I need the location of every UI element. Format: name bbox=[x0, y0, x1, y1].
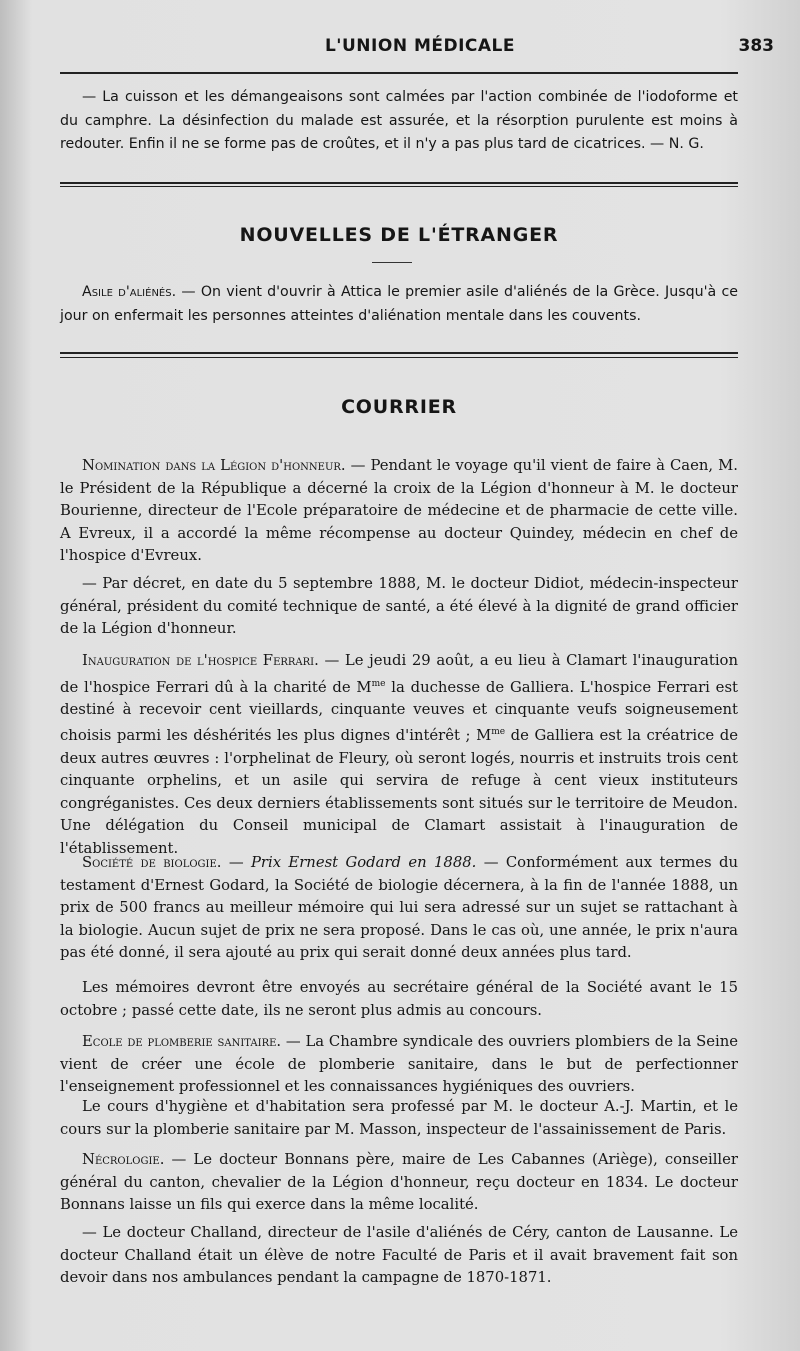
sup-inauguration-2: me bbox=[491, 727, 506, 738]
page-number: 383 bbox=[738, 36, 774, 56]
page-header bbox=[60, 36, 780, 66]
intro-paragraph: — La cuisson et les démangeaisons sont calmées par l'action combinée de l'iodoforme et du camphre. La désinfection du malade est assurée, et la résorption purulente est moins à redouter. Enfin il ne se forme pas de croûtes, et il n'y a pas plus tard de cicatrices. — N. G. bbox=[60, 89, 738, 152]
text-plomberie: — La Chambre syndicale des ouvriers plombiers de la Seine vient de créer une école de plomberie sanitaire, dans le but de perfectionner l'enseignement professionnel et les connaissances hygiéniques des ouvriers. bbox=[60, 1033, 739, 1095]
prize-biologie: Prix Ernest Godard en 1888. bbox=[250, 854, 477, 871]
section-rule-mid bbox=[60, 352, 738, 354]
lead-biologie: Société de biologie. bbox=[82, 854, 222, 871]
text-inauguration-c: de Galliera est la créatrice de deux autres œuvres : l'orphelinat de Fleury, où seront logés, nourris et instruits trois cent cinquante orphelins, et un asile qui servira de refuge à cent vieux instituteurs congréganistes. Ces deux derniers établissements sont situés sur le territoire de Meudon. Une délégation du Conseil municipal de Clamart assistait à l'inauguration de l'établissement. bbox=[60, 727, 738, 857]
section-rule-mid-thin bbox=[60, 357, 738, 358]
lead-asile: Asile d'aliénés. bbox=[82, 284, 177, 300]
sup-inauguration-1: me bbox=[371, 678, 386, 689]
lead-nomination: Nomination dans la Légion d'honneur. bbox=[82, 457, 346, 474]
text-necrologie: — Le docteur Bonnans père, maire de Les Cabannes (Ariège), conseiller général du canton, chevalier de la Légion d'honneur, reçu docteur en 1834. Le docteur Bonnans laisse un fils qui exerce dans la même localité. bbox=[60, 1151, 738, 1213]
text-nomination: — Pendant le voyage qu'il vient de faire à Caen, M. le Président de la République a décerné la croix de la Légion d'honneur à M. le docteur Bourienne, directeur de l'Ecole préparatoire de médecine et de pharmacie de cette ville. A Evreux, il a accordé la même récompense au docteur Quindey, médecin en chef de l'hospice d'Evreux. bbox=[60, 457, 738, 564]
paragraph-inauguration bbox=[60, 650, 738, 860]
paragraph-nomination bbox=[60, 455, 738, 568]
paragraph-biologie bbox=[60, 852, 738, 965]
paragraph-necrologie-2: — Le docteur Challand, directeur de l'asile d'aliénés de Céry, canton de Lausanne. Le docteur Challand était un élève de notre Faculté de Paris et il avait bravement fait son devoir dans nos ambulances pendant la campagne de 1870-1871. bbox=[60, 1224, 738, 1286]
lead-plomberie: Ecole de plomberie sanitaire. bbox=[82, 1033, 282, 1050]
paragraph-asile bbox=[60, 281, 738, 328]
lead-inauguration: Inauguration de l'hospice Ferrari. bbox=[82, 652, 319, 669]
dash-biologie: — bbox=[221, 854, 251, 871]
paragraph-plomberie-2: Le cours d'hygiène et d'habitation sera professé par M. le docteur A.-J. Martin, et le cours sur la plomberie sanitaire par M. Masson, inspecteur de l'assainissement de Paris. bbox=[60, 1098, 738, 1138]
section-title-courrier: COURRIER bbox=[341, 396, 457, 418]
text-inauguration-b: la duchesse de Galliera. L'hospice Ferrari est destiné à recevoir cent vieillards, cinquante veuves et cinquante veufs soigneusement choisis parmi les déshérités les plus dignes d'intérêt ; M bbox=[60, 678, 738, 745]
section-rule-top bbox=[60, 182, 738, 184]
paragraph-biologie-2: Les mémoires devront être envoyés au secrétaire général de la Société avant le 15 octobre ; passé cette date, ils ne seront plus admis au concours. bbox=[60, 979, 738, 1019]
title-ornament bbox=[372, 262, 412, 263]
header-rule bbox=[60, 72, 738, 74]
paragraph-necrologie bbox=[60, 1149, 738, 1217]
text-asile: — On vient d'ouvrir à Attica le premier asile d'aliénés de la Grèce. Jusqu'à ce jour on enfermait les personnes atteintes d'aliénation mentale dans les couvents. bbox=[60, 284, 738, 324]
lead-necrologie: Nécrologie. bbox=[82, 1151, 165, 1168]
text-inauguration-a: — Le jeudi 29 août, a eu lieu à Clamart l'inauguration de l'hospice Ferrari dû à la charité de M bbox=[60, 652, 738, 696]
text-biologie: — Conformément aux termes du testament d'Ernest Godard, la Société de biologie décernera, à la fin de l'année 1888, un prix de 500 francs au meilleur mémoire qui lui sera adressé sur un sujet se rattachant à la biologie. Aucun sujet de prix ne sera proposé. Dans le cas où, une année, le prix n'aura pas été donné, il sera ajouté au prix qui serait donné deux années plus tard. bbox=[60, 854, 738, 961]
running-title: L'UNION MÉDICALE bbox=[324, 36, 516, 56]
section-rule-top-thin bbox=[60, 186, 738, 187]
section-title-etranger: NOUVELLES DE L'ÉTRANGER bbox=[239, 224, 559, 246]
paragraph-decret: — Par décret, en date du 5 septembre 1888, M. le docteur Didiot, médecin-inspecteur général, président du comité technique de santé, a été élevé à la dignité de grand officier de la Légion d'honneur. bbox=[60, 575, 738, 637]
paragraph-plomberie bbox=[60, 1031, 738, 1099]
